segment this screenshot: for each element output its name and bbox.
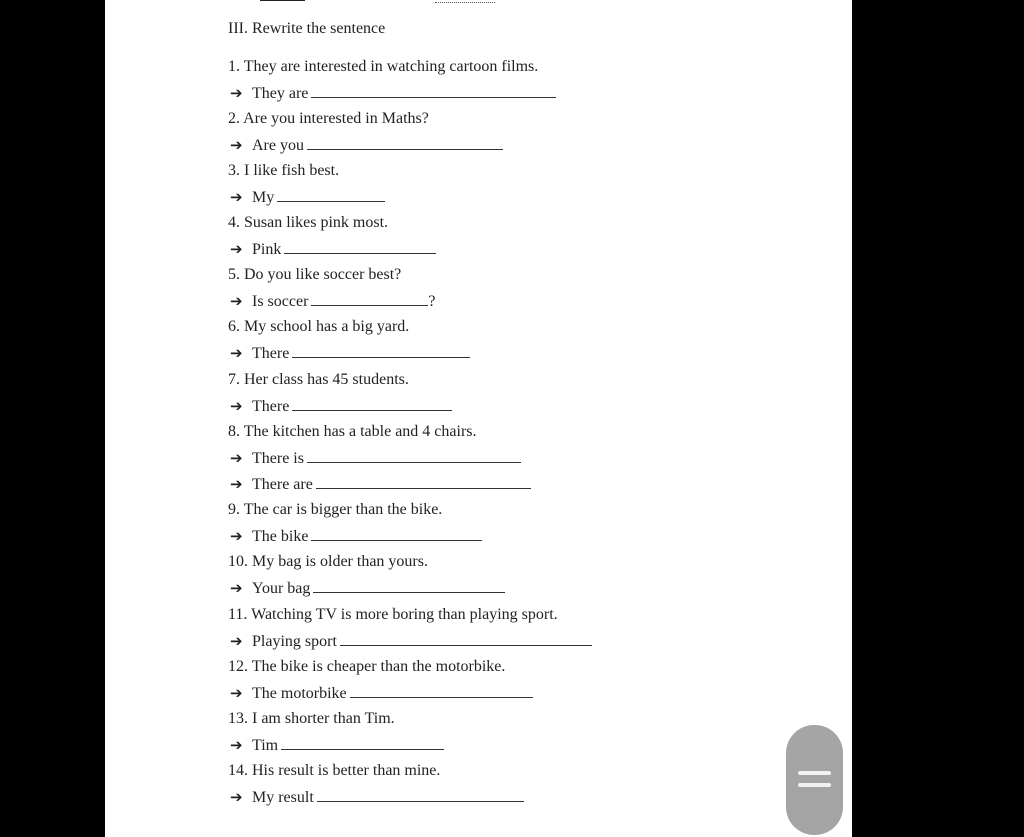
answer-blank[interactable] <box>311 528 482 541</box>
top-dotted-rule <box>435 0 495 3</box>
right-arrow-icon: ➔ <box>230 397 243 415</box>
answer-lead: My result <box>252 789 314 806</box>
answer-blank[interactable] <box>311 293 428 306</box>
question-line: 13. I am shorter than Tim. <box>228 710 395 727</box>
right-arrow-icon: ➔ <box>230 344 243 362</box>
answer-line <box>230 396 452 417</box>
scroll-handle-icon[interactable] <box>786 725 843 835</box>
answer-line <box>230 474 531 495</box>
answer-blank[interactable] <box>307 137 503 150</box>
question-line: 7. Her class has 45 students. <box>228 371 409 388</box>
answer-line <box>230 343 470 364</box>
answer-lead: There are <box>252 476 313 493</box>
right-arrow-icon: ➔ <box>230 684 243 702</box>
answer-lead: Your bag <box>252 580 311 597</box>
right-arrow-icon: ➔ <box>230 579 243 597</box>
answer-blank[interactable] <box>277 189 385 202</box>
answer-blank[interactable] <box>284 241 436 254</box>
answer-lead: Tim <box>252 737 279 754</box>
right-arrow-icon: ➔ <box>230 788 243 806</box>
answer-lead: There <box>252 398 290 415</box>
answer-line <box>230 291 436 312</box>
question-line: 12. The bike is cheaper than the motorbike. <box>228 658 506 675</box>
answer-blank[interactable] <box>292 398 452 411</box>
right-arrow-icon: ➔ <box>230 475 243 493</box>
right-arrow-icon: ➔ <box>230 736 243 754</box>
answer-blank[interactable] <box>281 737 444 750</box>
answer-line <box>230 787 524 808</box>
right-arrow-icon: ➔ <box>230 527 243 545</box>
answer-lead: The motorbike <box>252 685 347 702</box>
right-arrow-icon: ➔ <box>230 632 243 650</box>
answer-lead: There is <box>252 450 304 467</box>
question-line: 9. The car is bigger than the bike. <box>228 501 443 518</box>
answer-line <box>230 735 444 756</box>
question-line: 2. Are you interested in Maths? <box>228 110 429 127</box>
question-line: 4. Susan likes pink most. <box>228 214 389 231</box>
top-rule <box>260 0 305 1</box>
answer-lead: Pink <box>252 241 282 258</box>
answer-lead: Playing sport <box>252 633 337 650</box>
right-arrow-icon: ➔ <box>230 84 243 102</box>
answer-line <box>230 187 385 208</box>
question-line: 11. Watching TV is more boring than playing sport. <box>228 606 558 623</box>
question-line: 1. They are interested in watching cartoon films. <box>228 58 539 75</box>
answer-blank[interactable] <box>316 476 531 489</box>
right-arrow-icon: ➔ <box>230 449 243 467</box>
right-arrow-icon: ➔ <box>230 188 243 206</box>
answer-blank[interactable] <box>317 789 524 802</box>
answer-blank[interactable] <box>340 633 592 646</box>
question-line: 5. Do you like soccer best? <box>228 266 402 283</box>
answer-lead: The bike <box>252 528 309 545</box>
answer-blank[interactable] <box>311 85 556 98</box>
right-arrow-icon: ➔ <box>230 292 243 310</box>
answer-line <box>230 83 556 104</box>
answer-blank[interactable] <box>350 685 533 698</box>
answer-lead: There <box>252 345 290 362</box>
question-line: 10. My bag is older than yours. <box>228 553 428 570</box>
answer-line <box>230 578 505 599</box>
question-line: 8. The kitchen has a table and 4 chairs. <box>228 423 477 440</box>
right-arrow-icon: ➔ <box>230 136 243 154</box>
section-heading: III. Rewrite the sentence <box>228 20 386 37</box>
answer-line <box>230 448 521 469</box>
question-line: 3. I like fish best. <box>228 162 340 179</box>
question-line: 14. His result is better than mine. <box>228 762 441 779</box>
answer-lead: My <box>252 189 275 206</box>
answer-line <box>230 239 436 260</box>
answer-blank[interactable] <box>307 450 521 463</box>
answer-suffix: ? <box>428 293 436 310</box>
answer-lead: Is soccer <box>252 293 309 310</box>
answer-line <box>230 631 592 652</box>
right-arrow-icon: ➔ <box>230 240 243 258</box>
answer-line <box>230 683 533 704</box>
answer-lead: Are you <box>252 137 304 154</box>
worksheet-page <box>105 0 852 837</box>
answer-blank[interactable] <box>313 580 505 593</box>
answer-line <box>230 135 503 156</box>
answer-blank[interactable] <box>292 345 470 358</box>
answer-lead: They are <box>252 85 309 102</box>
answer-line <box>230 526 482 547</box>
question-line: 6. My school has a big yard. <box>228 318 410 335</box>
